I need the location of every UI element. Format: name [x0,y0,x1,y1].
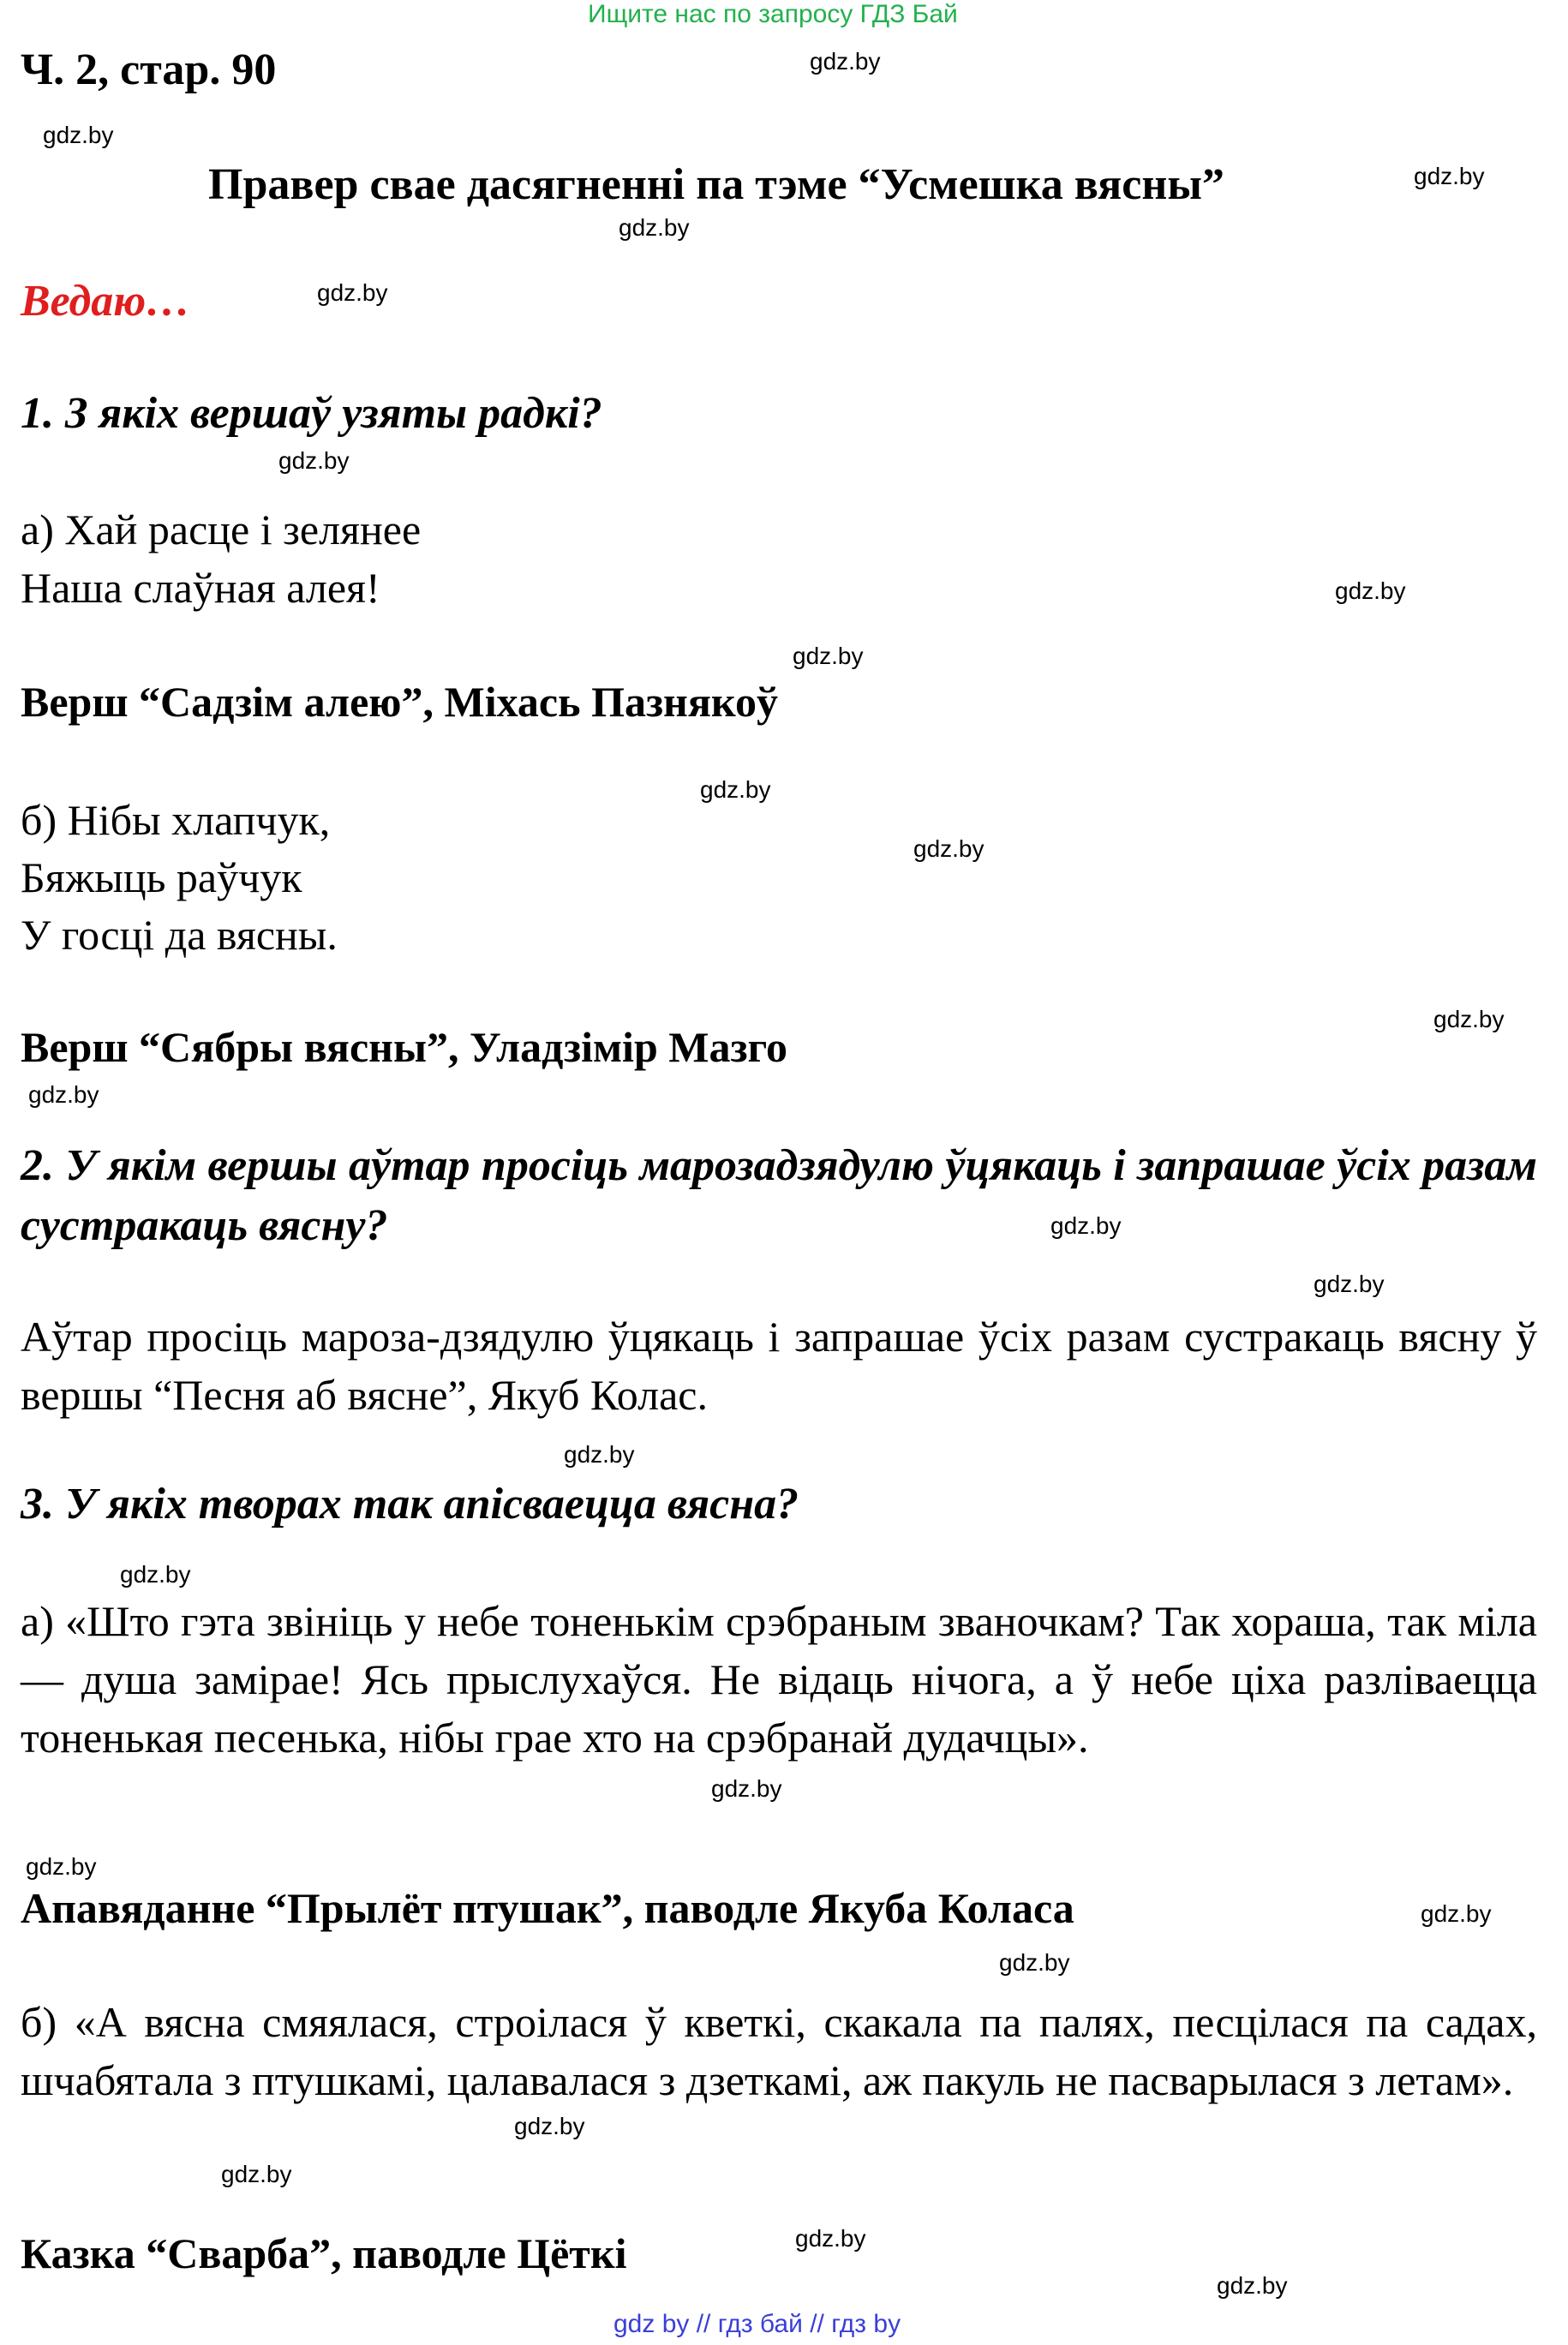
q1-a-answer: Верш “Садзім алею”, Міхась Пазнякоў [21,678,779,726]
q3-b-answer: Казка “Сварба”, паводле Цёткі [21,2229,627,2277]
q1-b-line-2: Бяжыць раўчук [21,853,302,901]
watermark: gdz.by [564,1441,635,1468]
q1-a-line-2: Наша слаўная алея! [21,564,380,612]
watermark: gdz.by [700,776,771,803]
question-2: 2. У якім вершы аўтар просіць марозадзядулю ўцякаць і запрашае ўсіх разам сустракаць вясну? [21,1141,1537,1250]
q3-a-text: а) «Што гэта звініць у небе тоненькім срэбраным званочкам? Так хораша, так міла — душа замірае! Ясь прыслухаўся. Не відаць нічога, а ў небе ціха разліваецца тоненькая песенька, нібы грае хто на срэбранай дудачцы». [21,1597,1537,1762]
page-label: Ч. 2, стар. 90 [21,45,277,94]
watermark: gdz.by [1217,2272,1288,2299]
watermark: gdz.by [793,643,864,669]
watermark: gdz.by [514,2113,585,2139]
q2-answer: Аўтар просіць мароза-дзядулю ўцякаць і запрашае ўсіх разам сустракаць вясну ў вершы “Песня аб вясне”, Якуб Колас. [21,1313,1537,1419]
watermark: gdz.by [711,1775,782,1802]
watermark: gdz.by [1414,163,1485,189]
q1-a-line-1: а) Хай расце і зелянее [21,505,422,553]
watermark: gdz.by [1314,1271,1385,1297]
watermark: gdz.by [26,1853,97,1880]
watermark: gdz.by [120,1561,191,1588]
watermark: gdz.by [999,1949,1070,1976]
watermark: gdz.by [278,447,350,474]
question-3: 3. У якіх творах так апісваецца вясна? [21,1480,799,1528]
q1-b-answer: Верш “Сябры вясны”, Уладзімір Мазго [21,1023,787,1071]
q3-b-text: б) «А вясна смяялася, строілася ў кветкі, скакала па палях, песцілася па садах, шчабятала з птушкамі, цалавалася з дзеткамі, аж пакуль не пасварылася з летам». [21,1998,1537,2104]
watermark: gdz.by [221,2161,292,2187]
top-banner[interactable]: Ищите нас по запросу ГДЗ Бай [588,0,958,28]
page-title: Правер свае дасягненні па тэме “Усмешка вясны” [208,160,1224,209]
question-1: 1. З якіх вершаў узяты радкі? [21,389,602,438]
watermark: gdz.by [1433,1006,1505,1032]
q1-b-line-1: б) Нібы хлапчук, [21,796,331,844]
watermark: gdz.by [795,2225,866,2252]
q1-b-line-3: У госці да вясны. [21,911,338,959]
q3-a-answer: Апавяданне “Прылёт птушак”, паводле Якуба Коласа [21,1884,1074,1932]
watermark: gdz.by [810,48,881,75]
footer-links[interactable]: gdz by // гдз бай // гдз by [613,2310,901,2338]
watermark: gdz.by [43,122,114,148]
watermark: gdz.by [317,279,388,306]
section-label: Ведаю… [21,277,191,326]
watermark: gdz.by [1335,577,1406,604]
watermark: gdz.by [1050,1212,1122,1239]
watermark: gdz.by [913,835,984,862]
watermark: gdz.by [619,214,690,241]
watermark: gdz.by [1421,1900,1492,1927]
watermark: gdz.by [28,1081,99,1108]
